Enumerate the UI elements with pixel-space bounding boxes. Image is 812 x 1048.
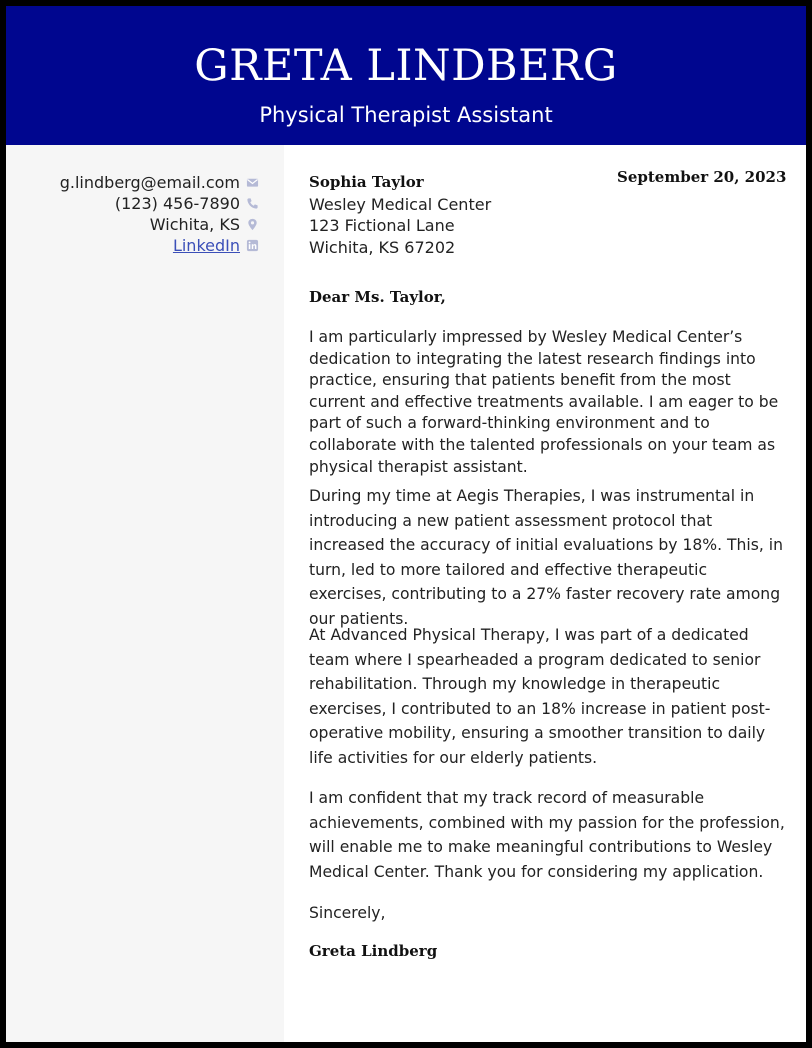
body-paragraph: During my time at Aegis Therapies, I was instrumental in introducing a new patient assessment protocol that increased the accuracy of initial evaluations by 18%. This, in turn, led to more tailored and effective therapeutic exercises, contributing to a 27% faster recovery rate among our patients. bbox=[309, 487, 784, 628]
recipient-organization: Wesley Medical Center bbox=[309, 194, 492, 214]
signature-name: Greta Lindberg bbox=[309, 942, 438, 960]
recipient-street: 123 Fictional Lane bbox=[309, 216, 455, 235]
contact-linkedin bbox=[6, 235, 259, 256]
phone-icon bbox=[246, 197, 259, 210]
closing: Sincerely, bbox=[309, 904, 386, 922]
header-banner bbox=[6, 6, 806, 145]
contact-sidebar bbox=[6, 145, 284, 1042]
recipient-city: Wichita, KS 67202 bbox=[309, 237, 456, 257]
applicant-name: GRETA LINDBERG bbox=[194, 41, 618, 91]
body-paragraph: At Advanced Physical Therapy, I was part of a dedicated team where I spearheaded a program dedicated to senior rehabilitation. Through my knowledge in therapeutic exercises, I contributed to an 18% increase in patient post-operative mobility, ensuring a smoother transition to daily life activities for our elderly patients. bbox=[309, 626, 771, 767]
envelope-icon bbox=[246, 176, 259, 189]
linkedin-link[interactable]: LinkedIn bbox=[172, 236, 240, 255]
job-title: Physical Therapist Assistant bbox=[259, 103, 553, 127]
salutation: Dear Ms. Taylor, bbox=[309, 288, 446, 306]
location-text: Wichita, KS bbox=[149, 215, 240, 234]
map-pin-icon bbox=[246, 218, 259, 231]
cover-letter-page bbox=[6, 6, 806, 1042]
body-paragraph: I am confident that my track record of measurable achievements, combined with my passion for the profession, will enable me to make meaningful contributions to Wesley Medical Center. Thank you for considering my application. bbox=[309, 789, 785, 881]
email-text: g.lindberg@email.com bbox=[59, 173, 240, 192]
body-paragraph: I am particularly impressed by Wesley Medical Center’s dedication to integrating the latest research findings into practice, ensuring that patients benefit from the most current and effective treatments available. I am eager to be part of such a forward-thinking environment and to collaborate with the talented professionals on your team as physical therapist assistant. bbox=[309, 328, 779, 476]
linkedin-icon bbox=[246, 239, 259, 252]
contact-location bbox=[6, 214, 259, 235]
recipient-name: Sophia Taylor bbox=[309, 173, 424, 191]
phone-text: (123) 456-7890 bbox=[114, 194, 240, 213]
contact-phone bbox=[6, 193, 259, 214]
recipient-address bbox=[309, 172, 609, 258]
contact-email bbox=[6, 172, 259, 193]
letter-date: September 20, 2023 bbox=[617, 168, 787, 186]
